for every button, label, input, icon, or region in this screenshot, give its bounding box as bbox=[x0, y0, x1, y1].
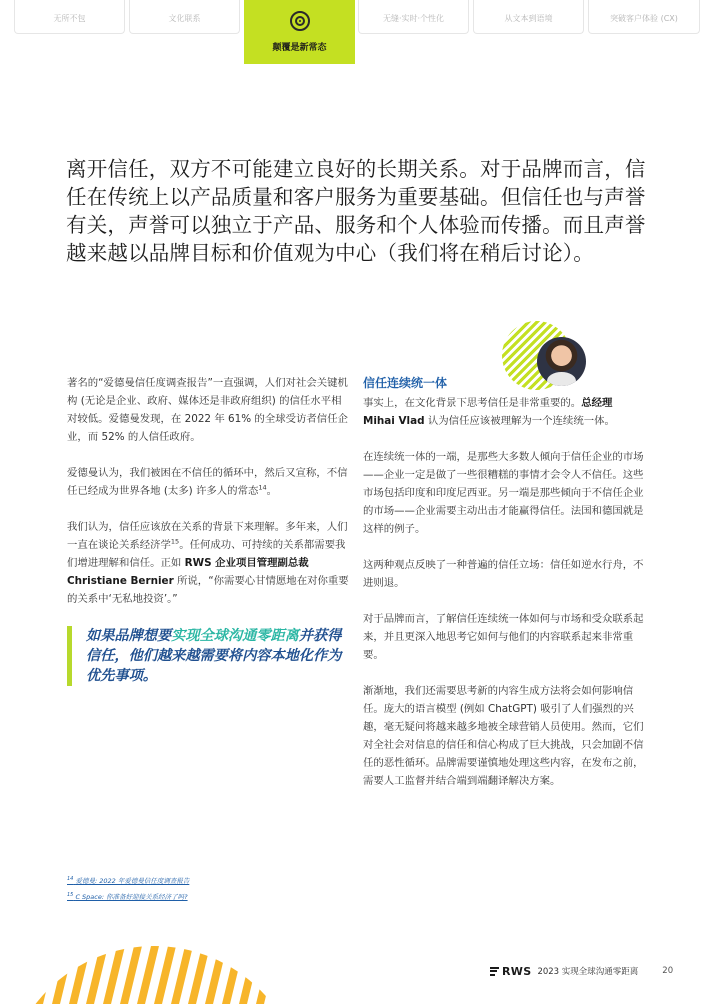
paragraph: 这两种观点反映了一种普遍的信任立场：信任如逆水行舟，不进则退。 bbox=[363, 559, 644, 589]
stripe bbox=[137, 946, 159, 1004]
stripe bbox=[18, 946, 40, 1004]
paragraph: 在连续统一体的一端，是那些大多数人倾向于信任企业的市场——企业一定是做了一些很糟糕的事情才会令人不信任。这些市场包括印度和印度尼西亚。另一端是那些倾向于不信任企业的市场——企业需要主动出击才能赢得信任。法国和德国就是这样的例子。 bbox=[363, 451, 644, 535]
tab-label: 无缝·实时·个性化 bbox=[382, 14, 445, 23]
person-name: RWS 企业项目管理副总裁 Christiane Bernier bbox=[67, 557, 309, 587]
stripe bbox=[171, 946, 193, 1004]
stripe bbox=[154, 946, 176, 1004]
tab-chapter-2[interactable] bbox=[129, 0, 240, 34]
brand-logo: RWS bbox=[502, 964, 532, 978]
tab-chapter-5[interactable] bbox=[473, 0, 584, 34]
tab-chapter-6[interactable] bbox=[588, 0, 700, 34]
paragraph: 我们认为，信任应该放在关系的背景下来理解。多年来，人们一直在谈论关系经济学$^{15}$。任何成功、可持续的关系都需要我们增进理解和信任。正如 RWS 企业项目管理副总裁 Christiane Bernier 所说，“你需要心甘情愿地在对你重要的关系中‘无私地投资’。” bbox=[67, 521, 349, 605]
paragraph: 爱德曼认为，我们被困在不信任的循环中，然后又宣称，不信任已经成为世界各地 (太多) 许多人的常态$^{14}$。 bbox=[67, 467, 348, 497]
footer bbox=[490, 964, 673, 978]
pull-quote: 如果品牌想要实现全球沟通零距离并获得信任，他们越来越需要将内容本地化作为优先事项。 bbox=[67, 626, 349, 686]
stripe bbox=[273, 946, 288, 1004]
paragraph: 对于品牌而言，了解信任连续统一体如何与市场和受众联系起来，并且更深入地思考它如何与他们的内容联系起来非常重要。 bbox=[363, 613, 644, 661]
stripe bbox=[256, 946, 278, 1004]
rws-logo-icon bbox=[490, 967, 499, 976]
stripe bbox=[86, 946, 108, 1004]
quote-highlight: 实现全球沟通零距离 bbox=[171, 628, 299, 644]
stripe bbox=[239, 946, 261, 1004]
footnote-link[interactable]: $^{14}$ 爱德曼: 2022 年爱德曼信任度调查报告 bbox=[67, 875, 190, 885]
tab-chapter-1[interactable] bbox=[14, 0, 125, 34]
intro-paragraph: 离开信任，双方不可能建立良好的长期关系。对于品牌而言，信任在传统上以产品质量和客户服务为重要基础。但信任也与声誉有关，声誉可以独立于产品、服务和个人体验而传播。而且声誉越来越以品牌目标和价值观为中心（我们将在稍后讨论）。 bbox=[66, 157, 646, 265]
stripe bbox=[35, 946, 57, 1004]
tab-chapter-3-active[interactable] bbox=[244, 0, 355, 64]
left-column bbox=[67, 374, 349, 686]
stripe bbox=[52, 946, 74, 1004]
stripe bbox=[69, 946, 91, 1004]
paragraph: 事实上，在文化背景下思考信任是非常重要的。总经理 Mihai Vlad 认为信任应该被理解为一个连续统一体。 bbox=[363, 397, 615, 427]
section-heading: 信任连续统一体 bbox=[363, 376, 448, 390]
tab-label: 无所不包 bbox=[53, 14, 86, 23]
chapter-tabs bbox=[14, 0, 700, 64]
footnote-ref[interactable]: 14 bbox=[258, 483, 267, 492]
paragraph: 渐渐地，我们还需要思考新的内容生成方法将会如何影响信任。庞大的语言模型 (例如 ChatGPT) 吸引了人们强烈的兴趣，毫无疑问将越来越多地被全球营销人员使用。然而，它们对全社会对信息的信任和信心构成了巨大挑战，只会加剧不信任的恶性循环。品牌需要谨慎地处理这些内容，在发布之前，需要人工监督并结合端到端翻译解决方案。 bbox=[363, 685, 644, 787]
footer-stripes-decoration bbox=[14, 946, 288, 1004]
target-icon bbox=[290, 11, 310, 31]
stripe bbox=[103, 946, 125, 1004]
tab-label: 文化联系 bbox=[168, 14, 201, 23]
footnotes bbox=[67, 877, 189, 909]
person-name: 总经理 Mihai Vlad bbox=[363, 397, 613, 427]
footnote-link[interactable]: $^{15}$ C Space: 你准备好迎接关系经济了吗? bbox=[67, 891, 188, 901]
tab-label: 突破客户体验 (CX) bbox=[610, 14, 678, 23]
stripe bbox=[120, 946, 142, 1004]
page-number: 20 bbox=[662, 966, 674, 976]
footnote-ref[interactable]: 15 bbox=[170, 537, 180, 546]
stripe bbox=[222, 946, 244, 1004]
paragraph: 著名的“爱德曼信任度调查报告”一直强调，人们对社会关键机构 (无论是企业、政府、媒体还是非政府组织) 的信任水平相对较低。爱德曼发现，在 2022 年 61% 的全球受访者信任企业，而 52% 的人信任政府。 bbox=[67, 377, 348, 443]
tab-label: 从文本到语境 bbox=[504, 14, 553, 23]
footer-title: 2023 实现全球沟通零距离 bbox=[537, 967, 639, 977]
tab-chapter-4[interactable] bbox=[358, 0, 469, 34]
stripe bbox=[188, 946, 210, 1004]
tab-label: 颠覆是新常态 bbox=[272, 43, 327, 53]
stripe bbox=[205, 946, 227, 1004]
right-column bbox=[363, 374, 645, 808]
